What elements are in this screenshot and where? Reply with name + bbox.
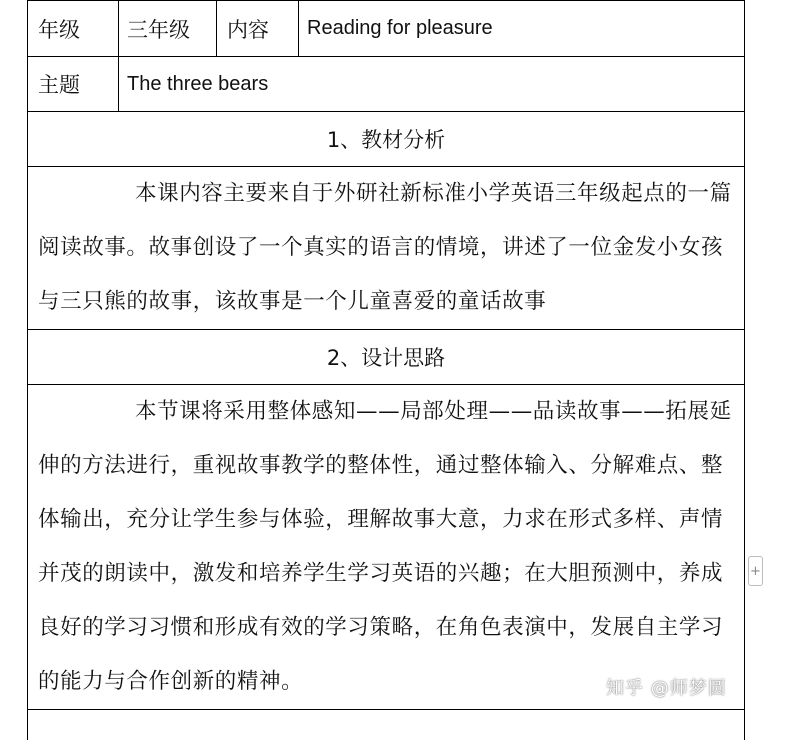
- table-expand-handle[interactable]: +: [748, 556, 763, 586]
- watermark: 知乎 @师梦圆: [606, 678, 727, 699]
- section-body-row: [28, 167, 744, 330]
- content-value: Reading for pleasure: [307, 17, 493, 39]
- section-title-row: [28, 112, 744, 167]
- grade-label: 年级: [38, 17, 80, 42]
- section-body-row: [28, 385, 744, 710]
- grade-value: 三年级: [127, 17, 190, 42]
- lesson-plan-table: [27, 0, 745, 740]
- topic-label: 主题: [38, 73, 80, 97]
- section-1-body: 本课内容主要来自于外研社新标准小学英语三年级起点的一篇阅读故事。故事创设了一个真实的语言的情境，讲述了一位金发小女孩与三只熊的故事，该故事是一个儿童喜爱的童话故事: [38, 181, 732, 314]
- section-2-body: 本节课将采用整体感知——局部处理——品读故事——拓展延伸的方法进行，重视故事教学的整体性，通过整体输入、分解难点、整体输出，充分让学生参与体验，理解故事大意，力求在形式多样、声情并茂的朗读中，激发和培养学生学习英语的兴趣；在大胆预测中，养成良好的学习习惯和形成有效的学习策略，在角色表演中，发展自主学习的能力与合作创新的精神。: [38, 399, 732, 694]
- section-1-title: 1、教材分析: [326, 128, 446, 152]
- header-row-grade: [28, 0, 744, 57]
- topic-value: The three bears: [127, 72, 269, 95]
- content-label: 内容: [227, 17, 269, 42]
- header-row-topic: [28, 57, 744, 112]
- section-2-title: 2、设计思路: [326, 346, 446, 370]
- section-title-row: [28, 330, 744, 385]
